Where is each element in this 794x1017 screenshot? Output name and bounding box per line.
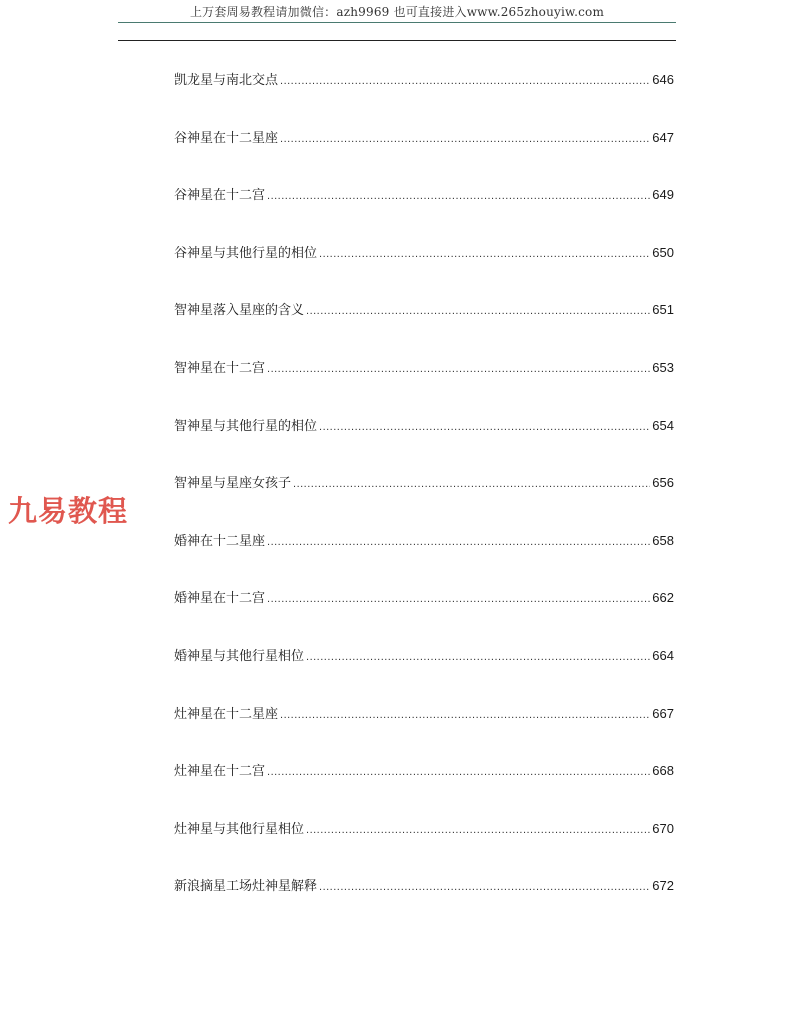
toc-leader-dots <box>319 248 650 260</box>
toc-leader-dots <box>319 881 650 893</box>
toc-entry-title: 灶神星在十二宫 <box>174 764 266 780</box>
toc-entry[interactable] <box>174 587 674 645</box>
header-bottom-rule <box>118 40 676 41</box>
toc-entry-page: 667 <box>652 705 674 721</box>
toc-entry[interactable] <box>174 760 674 818</box>
toc-entry-title: 灶神星与其他行星相位 <box>174 821 305 837</box>
toc-leader-dots <box>306 824 650 836</box>
header-divider <box>118 22 676 23</box>
toc-entry[interactable] <box>174 299 674 357</box>
toc-entry-title: 谷神星与其他行星的相位 <box>174 245 318 261</box>
toc-entry-page: 668 <box>652 763 674 779</box>
table-of-contents <box>174 69 674 933</box>
toc-entry-page: 672 <box>652 878 674 894</box>
toc-leader-dots <box>280 709 650 721</box>
toc-entry-title: 智神星在十二宫 <box>174 360 266 376</box>
toc-leader-dots <box>267 766 650 778</box>
toc-entry-title: 智神星与星座女孩子 <box>174 476 292 492</box>
toc-leader-dots <box>267 536 650 548</box>
toc-entry-page: 646 <box>652 72 674 87</box>
toc-entry-title: 凯龙星与南北交点 <box>174 73 279 88</box>
toc-entry[interactable] <box>174 184 674 242</box>
toc-leader-dots <box>306 305 650 317</box>
toc-entry-title: 谷神星在十二宫 <box>174 188 266 204</box>
toc-entry-title: 谷神星在十二星座 <box>174 130 279 146</box>
toc-entry-title: 婚神星与其他行星相位 <box>174 648 305 664</box>
toc-entry-page: 654 <box>652 417 674 433</box>
toc-entry-title: 智神星与其他行星的相位 <box>174 418 318 434</box>
toc-entry[interactable] <box>174 472 674 530</box>
watermark-logo: 九易教程 <box>8 494 129 528</box>
toc-entry-page: 651 <box>652 302 674 318</box>
toc-leader-dots <box>267 190 650 202</box>
toc-entry-title: 智神星落入星座的含义 <box>174 303 305 319</box>
toc-entry-page: 658 <box>652 532 674 548</box>
toc-entry-title: 新浪摘星工场灶神星解释 <box>174 879 318 895</box>
toc-entry-title: 婚神在十二星座 <box>174 533 266 549</box>
toc-entry[interactable] <box>174 530 674 588</box>
toc-entry-page: 662 <box>652 590 674 606</box>
toc-entry-page: 656 <box>652 475 674 491</box>
toc-entry[interactable] <box>174 69 674 127</box>
toc-entry[interactable] <box>174 703 674 761</box>
toc-leader-dots <box>319 421 650 433</box>
toc-leader-dots <box>293 478 650 490</box>
toc-entry-page: 649 <box>652 187 674 203</box>
toc-entry-page: 664 <box>652 647 674 663</box>
toc-entry-title: 婚神星在十二宫 <box>174 591 266 607</box>
page-header: 上万套周易教程请加微信：azh9969 也可直接进入www.265zhouyiw.com <box>189 5 605 19</box>
toc-leader-dots <box>267 363 650 375</box>
toc-leader-dots <box>280 133 650 145</box>
toc-entry-page: 647 <box>652 129 674 145</box>
toc-leader-dots <box>280 75 650 87</box>
toc-entry[interactable] <box>174 645 674 703</box>
toc-leader-dots <box>267 593 650 605</box>
toc-entry-title: 灶神星在十二星座 <box>174 706 279 722</box>
toc-leader-dots <box>306 651 650 663</box>
toc-entry-page: 670 <box>652 820 674 836</box>
toc-entry[interactable] <box>174 242 674 300</box>
toc-entry[interactable] <box>174 818 674 876</box>
toc-entry-page: 650 <box>652 244 674 260</box>
toc-entry[interactable] <box>174 127 674 185</box>
toc-entry-page: 653 <box>652 359 674 375</box>
toc-entry[interactable] <box>174 415 674 473</box>
toc-entry[interactable] <box>174 875 674 933</box>
toc-entry[interactable] <box>174 357 674 415</box>
